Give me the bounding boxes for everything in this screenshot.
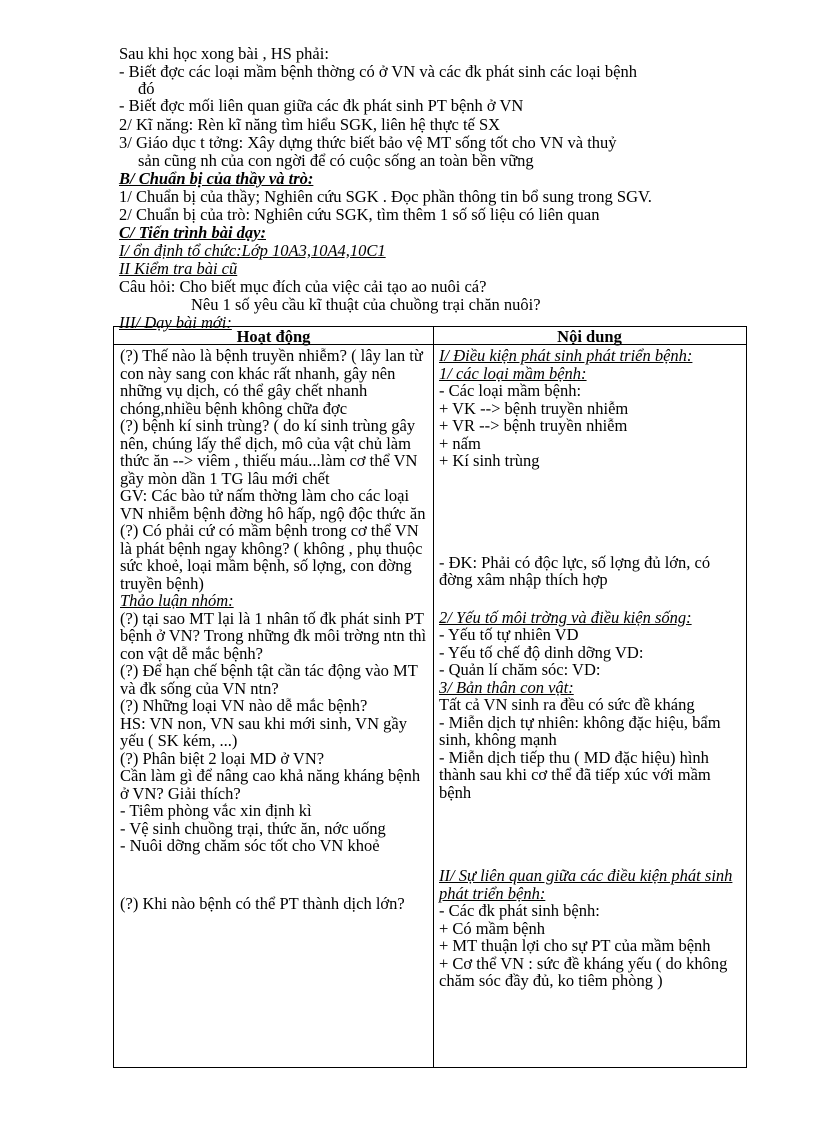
content-item: - Miễn dịch tự nhiên: không đặc hiệu, bẩm sinh, không mạnh <box>439 712 721 749</box>
intro-line: - Biết đợc mối liên quan giữa các đk phát sinh PT bệnh ở VN <box>119 96 524 115</box>
content-item: - Yếu tố tự nhiên VD <box>439 625 579 644</box>
activity-item: (?) Để hạn chế bệnh tật cần tác động vào MT và đk sống của VN ntn? <box>120 661 418 698</box>
intro-line: Nêu 1 số yêu cầu kĩ thuật của chuồng trại chăn nuôi? <box>191 295 541 314</box>
lesson-table <box>113 326 747 1068</box>
intro-line: - Biết đợc các loại mầm bệnh thờng có ở VN và các đk phát sinh các loại bệnh <box>119 62 637 81</box>
activity-item: Thảo luận nhóm: <box>120 591 234 610</box>
intro-line: I/ ổn định tổ chức:Lớp 10A3,10A4,10C1 <box>119 241 386 260</box>
intro-line: II Kiểm tra bài cũ <box>119 259 238 278</box>
activity-item: (?) tại sao MT lại là 1 nhân tố đk phát sinh PT bệnh ở VN? Trong những đk môi trờng ntn thì con vật dễ mắc bệnh? <box>120 608 427 663</box>
content-item: - Các loại mầm bệnh: <box>439 381 582 400</box>
intro-line: Sau khi học xong bài , HS phải: <box>119 44 329 63</box>
content-item: II/ Sự liên quan giữa các điều kiện phát sinh phát triển bệnh: <box>439 866 733 903</box>
activity-item: - Vệ sinh chuồng trại, thức ăn, nớc uống <box>120 818 386 838</box>
intro-line: III/ Dạy bài mới: <box>119 313 232 332</box>
activity-item: Cần làm gì để nâng cao khả năng kháng bệnh ở VN? Giải thích? <box>120 766 421 803</box>
intro-line: 1/ Chuẩn bị của thầy; Nghiên cứu SGK . Đọc phần thông tin bổ sung trong SGV. <box>119 187 652 206</box>
content-item: + VK --> bệnh truyền nhiễm <box>439 398 629 418</box>
activity-column <box>120 347 428 912</box>
content-item: + MT thuận lợi cho sự PT của mầm bệnh <box>439 936 711 955</box>
content-item: - Yếu tố chế độ dinh dỡng VD: <box>439 642 644 662</box>
content-item: + Cơ thể VN : sức đề kháng yếu ( do không chăm sóc đầy đủ, ko tiêm phòng ) <box>439 953 728 990</box>
activity-item: (?) Có phải cứ có mầm bệnh trong cơ thể VN là phát bệnh ngay không? ( không , phụ thuộc sức khoẻ, loại mầm bệnh, số lợng, con đờng truyền bệnh) <box>120 521 423 593</box>
intro-line: 2/ Chuẩn bị của trò: Nghiên cứu SGK, tìm thêm 1 số số liệu có liên quan <box>119 205 600 224</box>
content-item: 1/ các loại mầm bệnh: <box>439 363 587 383</box>
content-item: - Các đk phát sinh bệnh: <box>439 901 600 920</box>
activity-item: (?) bệnh kí sinh trùng? ( do kí sinh trùng gây nên, chúng lấy thể dịch, mô của vật chủ làm thức ăn --> viêm , thiếu máu...làm cơ thể VN gầy mòn dần 1 TG lâu mới chết <box>120 416 418 488</box>
intro-line: 2/ Kĩ năng: Rèn kĩ năng tìm hiểu SGK, liên hệ thực tế SX <box>119 115 501 134</box>
content-item: + nấm <box>439 433 481 453</box>
intro-line: đó <box>138 79 155 98</box>
activity-item: HS: VN non, VN sau khi mới sinh, VN gầy yếu ( SK kém, ...) <box>120 713 407 750</box>
header-activity: Hoạt động <box>236 327 311 346</box>
content-item: - ĐK: Phải có độc lực, số lợng đủ lớn, có đờng xâm nhập thích hợp <box>439 552 711 589</box>
intro-line: C/ Tiến trình bài dạy: <box>119 223 266 242</box>
activity-item: - Tiêm phòng vắc xin định kì <box>120 801 312 820</box>
header-content: Nội dung <box>557 327 622 346</box>
activity-item: (?) Những loại VN nào dễ mắc bệnh? <box>120 696 368 715</box>
content-item: - Quản lí chăm sóc: VD: <box>439 660 601 679</box>
content-column <box>439 347 743 990</box>
intro-line: sản cũng nh của con ngời để có cuộc sống an toàn bền vững <box>138 151 534 170</box>
activity-item: GV: Các bào tử nấm thờng làm cho các loại VN nhiễm bệnh đờng hô hấp, ngộ độc thức ăn <box>120 486 426 523</box>
content-item: 2/ Yếu tố môi trờng và điều kiện sống: <box>439 607 692 627</box>
activity-item: (?) Phân biệt 2 loại MD ở VN? <box>120 748 325 768</box>
content-item: Tất cả VN sinh ra đều có sức đề kháng <box>439 695 695 714</box>
content-item: - Miễn dịch tiếp thu ( MD đặc hiệu) hình thành sau khi cơ thể đã tiếp xúc với mầm bệnh <box>439 747 711 802</box>
intro-line: Câu hỏi: Cho biết mục đích của việc cải tạo ao nuôi cá? <box>119 277 487 296</box>
content-item: + VR --> bệnh truyền nhiễm <box>439 416 628 435</box>
content-item: + Kí sinh trùng <box>439 451 540 470</box>
column-divider <box>433 327 434 1067</box>
content-item: 3/ Bản thân con vật: <box>439 677 574 697</box>
activity-item: - Nuôi dỡng chăm sóc tốt cho VN khoẻ <box>120 836 380 855</box>
content-item: + Có mầm bệnh <box>439 918 546 938</box>
intro-line: 3/ Giáo dục t tởng: Xây dựng thức biết bảo vệ MT sống tốt cho VN và thuỷ <box>119 133 617 152</box>
content-item: I/ Điều kiện phát sinh phát triển bệnh: <box>439 346 693 365</box>
activity-item: (?) Khi nào bệnh có thể PT thành dịch lớn? <box>120 893 405 913</box>
activity-item: (?) Thế nào là bệnh truyền nhiễm? ( lây lan từ con này sang con khác rất nhanh, gây nên những vụ dịch, có thể gây chết nhanh chóng,nhiều bệnh không chữa đợc <box>120 346 423 418</box>
intro-line: B/ Chuẩn bị của thầy và trò: <box>119 169 314 188</box>
